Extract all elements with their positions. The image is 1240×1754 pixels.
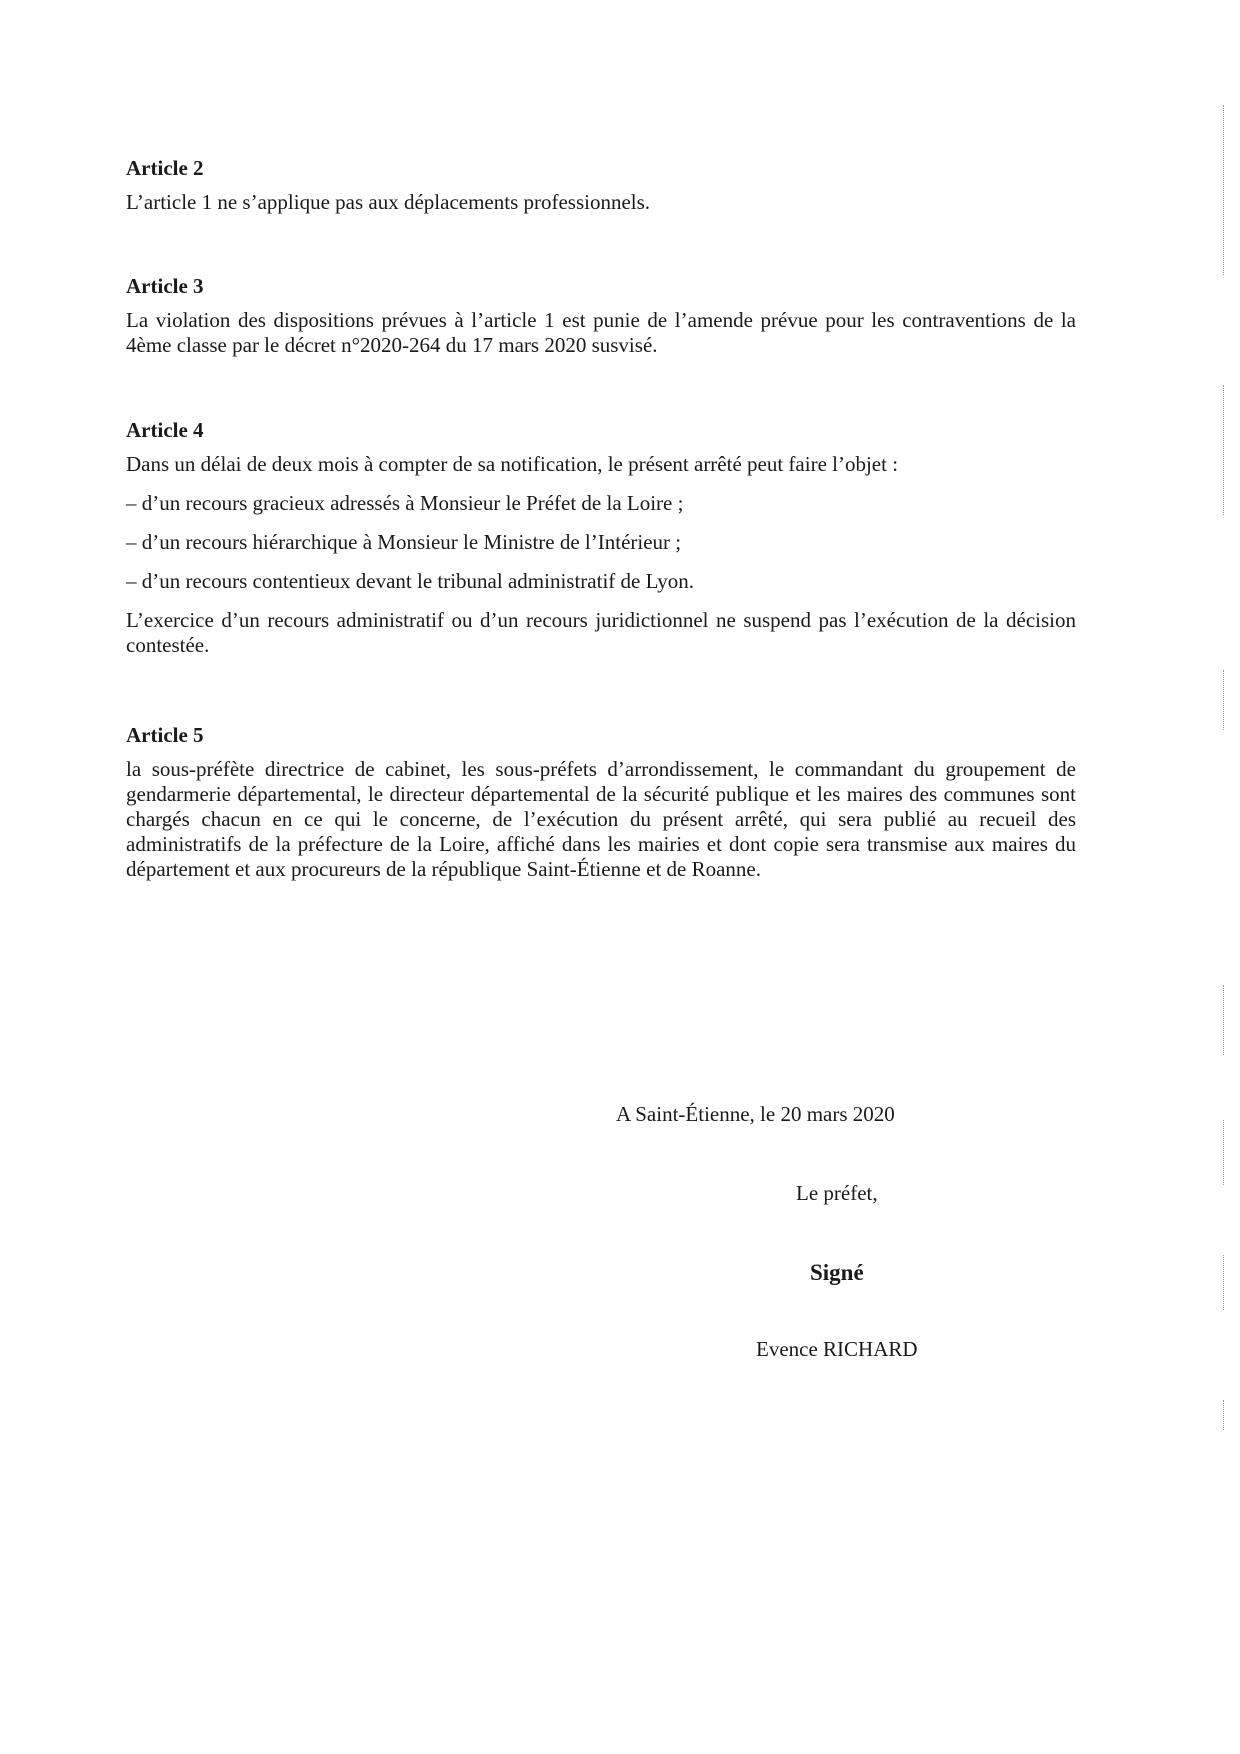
scan-artifact — [1223, 1120, 1224, 1185]
article-paragraph: L’exercice d’un recours administratif ou d’un recours juridictionnel ne suspend pas l’exécution de la décision contestée. — [126, 608, 1076, 657]
signatory-name: Evence RICHARD — [756, 1337, 918, 1361]
place-date: A Saint-Étienne, le 20 mars 2020 — [616, 1102, 895, 1126]
article-heading: Article 2 — [126, 156, 204, 180]
list-item: – d’un recours hiérarchique à Monsieur le Ministre de l’Intérieur ; — [126, 530, 682, 554]
article-paragraph: La violation des dispositions prévues à l’article 1 est punie de l’amende prévue pour les contraventions de la 4ème classe par le décret n°2020-264 du 17 mars 2020 susvisé. — [126, 308, 1076, 357]
list-item: – d’un recours contentieux devant le tribunal administratif de Lyon. — [126, 569, 695, 593]
article-heading: Article 3 — [126, 274, 204, 298]
signatory-title: Le préfet, — [796, 1181, 878, 1205]
article-heading: Article 5 — [126, 723, 204, 747]
scan-artifact — [1223, 105, 1224, 275]
article-3 — [126, 274, 1076, 358]
scan-artifact — [1223, 985, 1224, 1055]
article-2 — [126, 156, 1076, 215]
article-paragraph: L’article 1 ne s’applique pas aux déplacements professionnels. — [126, 190, 651, 214]
list-item: – d’un recours gracieux adressés à Monsieur le Préfet de la Loire ; — [126, 491, 684, 515]
scan-artifact — [1223, 1400, 1224, 1430]
scan-artifact — [1223, 385, 1224, 515]
scan-artifact — [1223, 670, 1224, 730]
signed-mention: Signé — [810, 1260, 864, 1285]
scan-artifact — [1223, 1255, 1224, 1310]
article-paragraph: la sous-préfète directrice de cabinet, les sous-préfets d’arrondissement, le commandant du groupement de gendarmerie départemental, le directeur départemental de la sécurité publique et les maires des communes sont chargés chacun en ce qui le concerne, de l’exécution du présent arrêté, qui sera publié au recueil des administratifs de la préfecture de la Loire, affiché dans les mairies et dont copie sera transmise aux maires du département et aux procureurs de la république Saint-Étienne et de Roanne. — [126, 757, 1076, 881]
article-5 — [126, 723, 1076, 882]
article-4 — [126, 418, 1076, 658]
article-paragraph: Dans un délai de deux mois à compter de sa notification, le présent arrêté peut faire l’objet : — [126, 452, 899, 476]
article-heading: Article 4 — [126, 418, 204, 442]
